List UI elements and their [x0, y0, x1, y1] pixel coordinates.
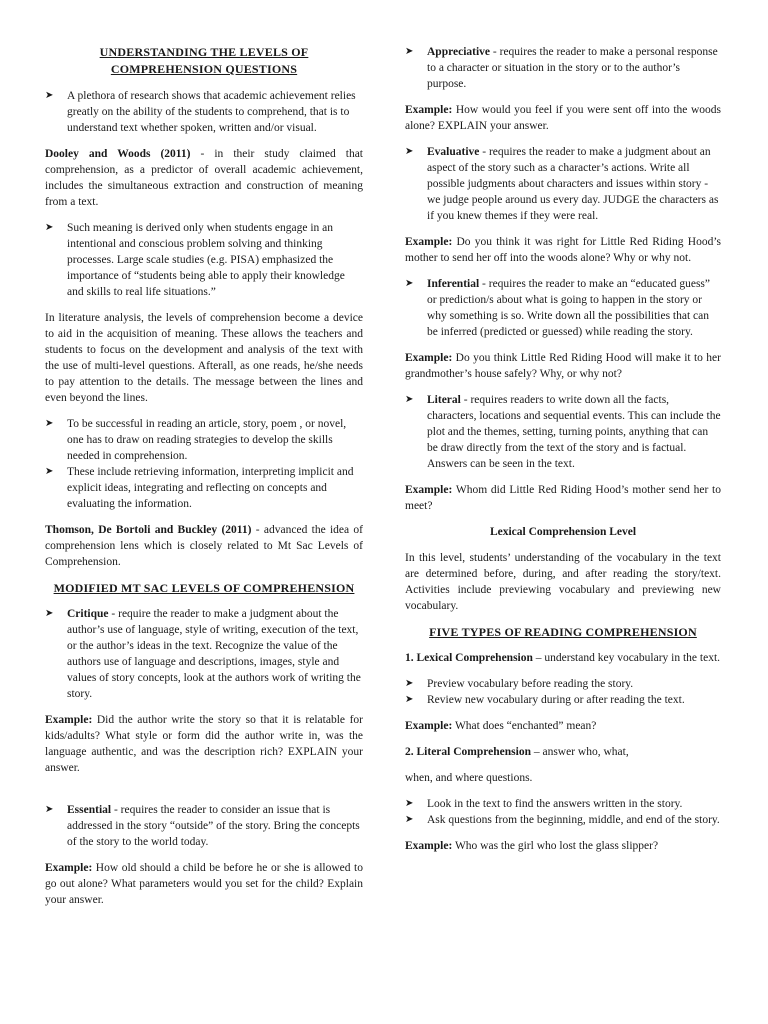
- example-text: Who was the girl who lost the glass slipper?: [452, 840, 659, 852]
- arrow-bullet-icon: ➤: [45, 608, 54, 619]
- bullet-text: Look in the text to find the answers written in the story.: [427, 798, 683, 810]
- appreciative-list: [405, 44, 721, 92]
- example-label: Example:: [405, 720, 453, 732]
- bullet-text: These include retrieving information, interpreting implicit and explicit ideas, integrating and reflecting on concepts and evaluating the information.: [67, 466, 354, 510]
- list-item: [405, 276, 721, 340]
- type-heading: [405, 650, 721, 666]
- meaning-bullet-text: Such meaning is derived only when students engage in an intentional and conscious problem solving and thinking processes. Large scale studies (e.g. PISA) emphasized the importance of “students being able to apply their knowledge and skills to real life situations.”: [67, 222, 345, 298]
- literal-list: [405, 392, 721, 472]
- arrow-bullet-icon: ➤: [405, 694, 414, 705]
- arrow-bullet-icon: ➤: [405, 814, 414, 825]
- example-text: Whom did Little Red Riding Hood’s mother send her to meet?: [405, 484, 721, 512]
- example-paragraph: [405, 718, 721, 734]
- inferential-list: [405, 276, 721, 340]
- citation: Thomson, De Bortoli and Buckley (2011): [45, 524, 252, 536]
- right-column: [405, 44, 721, 864]
- arrow-bullet-icon: ➤: [405, 146, 414, 157]
- list-item: [405, 144, 721, 224]
- type1-list: [405, 676, 721, 708]
- spacer: [45, 786, 363, 802]
- lexical-level-paragraph: In this level, students’ understanding of the vocabulary in the text are determined before, during, and after reading the story/text. Activities include previewing vocabulary and previewing new vocabulary.: [405, 552, 721, 612]
- paragraph-text: - advanced the idea of comprehension lens which is closely related to Mt Sac Levels of Comprehension.: [45, 524, 364, 568]
- example-label: Example:: [405, 352, 453, 364]
- list-item: [405, 692, 721, 708]
- bullet-text: Preview vocabulary before reading the story.: [427, 678, 634, 690]
- meaning-list: [45, 220, 363, 300]
- evaluative-list: [405, 144, 721, 224]
- example-label: Example:: [405, 104, 453, 116]
- example-text: How would you feel if you were sent off into the woods alone? EXPLAIN your answer.: [405, 104, 721, 132]
- example-label: Example:: [405, 236, 453, 248]
- level-term: Appreciative: [427, 46, 491, 58]
- level-description: - requires the reader to make a personal response to a character or situation in the story or to the author’s purpose.: [427, 46, 718, 90]
- arrow-bullet-icon: ➤: [405, 798, 414, 809]
- section-heading: FIVE TYPES OF READING COMPREHENSION: [429, 625, 697, 639]
- arrow-bullet-icon: ➤: [45, 418, 54, 429]
- intro-bullet-text: A plethora of research shows that academic achievement relies greatly on the ability of the students to comprehend, that is to understand text whether spoken, written and/or visual.: [67, 90, 356, 134]
- list-item: [45, 802, 363, 850]
- bullet-text: Ask questions from the beginning, middle, and end of the story.: [427, 814, 720, 826]
- arrow-bullet-icon: ➤: [405, 46, 414, 57]
- success-list: [45, 416, 363, 512]
- section-heading: Lexical Comprehension Level: [489, 526, 637, 538]
- type-description: – answer who, what,: [530, 746, 629, 758]
- example-paragraph: [405, 838, 721, 854]
- type-description: – understand key vocabulary in the text.: [532, 652, 721, 664]
- level-term: Critique: [67, 608, 109, 620]
- arrow-bullet-icon: ➤: [45, 804, 54, 815]
- essential-list: [45, 802, 363, 850]
- bullet-text: Review new vocabulary during or after reading the text.: [427, 694, 685, 706]
- level-description: - requires the reader to make a judgment about an aspect of the story such as a character’s actions. Write all possible judgments about characters and issues within story - we judge people around us every day. JUDGE the characters as if you knew themes if they were real.: [427, 146, 719, 222]
- level-term: Evaluative: [427, 146, 480, 158]
- section-heading: MODIFIED MT SAC LEVELS OF COMPREHENSION: [53, 581, 355, 595]
- arrow-bullet-icon: ➤: [45, 466, 54, 477]
- type-title: 2. Literal Comprehension: [405, 746, 531, 758]
- arrow-bullet-icon: ➤: [45, 90, 54, 101]
- example-label: Example:: [45, 862, 93, 874]
- example-paragraph: [405, 350, 721, 382]
- type-title: 1. Lexical Comprehension: [405, 652, 533, 664]
- type-heading: [405, 744, 721, 760]
- dooley-paragraph: [45, 146, 363, 210]
- example-label: Example:: [405, 484, 453, 496]
- example-text: What does “enchanted” mean?: [452, 720, 597, 732]
- critique-list: [45, 606, 363, 702]
- arrow-bullet-icon: ➤: [405, 278, 414, 289]
- citation: Dooley and Woods (2011): [45, 148, 191, 160]
- type-continuation: when, and where questions.: [405, 772, 533, 784]
- list-item: [45, 88, 363, 136]
- bullet-text: To be successful in reading an article, story, poem , or novel, one has to draw on reading strategies to develop the skills needed in comprehension.: [67, 418, 347, 462]
- example-paragraph: [45, 860, 363, 908]
- level-description: - requires the reader to consider an issue that is addressed in the story “outside” of the story. Bring the concepts of the story to the world today.: [67, 804, 360, 848]
- list-item: [405, 392, 721, 472]
- example-text: How old should a child be before he or she is allowed to go out alone? What parameters would you set for the child? Explain your answer.: [45, 862, 363, 906]
- level-description: - require the reader to make a judgment about the author’s use of language, style of writing, execution of the text, or the author’s ideas in the text. Recognize the value of the authors use of language and descriptions, images, style and values of story concepts, look at the authors work of writing the story.: [67, 608, 361, 700]
- paragraph-text: - in their study claimed that comprehension, as a predictor of overall academic achievement, includes the simultaneous extraction and construction of meaning from a text.: [45, 148, 363, 208]
- arrow-bullet-icon: ➤: [45, 222, 54, 233]
- level-term: Literal: [427, 394, 461, 406]
- arrow-bullet-icon: ➤: [405, 678, 414, 689]
- example-text: Do you think it was right for Little Red Riding Hood’s mother to send her off into the woods alone? Why or why not.: [405, 236, 721, 264]
- level-description: - requires the reader to make an “educated guess” or prediction/s about what is going to happen in the story or why something is so. Write down all the possibilities that can be inferred (predicted or guessed) while reading the story.: [427, 278, 711, 338]
- list-item: [45, 416, 363, 464]
- list-item: [45, 464, 363, 512]
- literature-paragraph: In literature analysis, the levels of comprehension become a device to aid in the acquisition of meaning. These allows the teachers and students to focus on the development and analysis of the text with the use of multi-level questions. Afterall, as one reads, he/she needs to pay attention to the details. The message between the lines and even beyond the lines.: [45, 312, 363, 404]
- list-item: [45, 606, 363, 702]
- level-term: Inferential: [427, 278, 480, 290]
- example-text: Did the author write the story so that it is relatable for kids/adults? What style or form did the author write in, was the language authentic, and was the description rich? EXPLAIN your answer.: [45, 714, 363, 774]
- thomson-paragraph: [45, 522, 363, 570]
- left-column: [45, 44, 363, 918]
- example-paragraph: [405, 234, 721, 266]
- example-paragraph: [405, 482, 721, 514]
- example-text: Do you think Little Red Riding Hood will make it to her grandmother’s house safely? Why, or why not?: [405, 352, 721, 380]
- list-item: [405, 44, 721, 92]
- list-item: [45, 220, 363, 300]
- level-term: Essential: [67, 804, 112, 816]
- arrow-bullet-icon: ➤: [405, 394, 414, 405]
- example-label: Example:: [45, 714, 93, 726]
- example-paragraph: [405, 102, 721, 134]
- list-item: [405, 796, 721, 812]
- example-label: Example:: [405, 840, 453, 852]
- level-description: - requires readers to write down all the facts, characters, locations and sequential events. This can include the plot and the themes, setting, turning points, anything that can be draw directly from the text of the story and is factual. Answers can be seen in the text.: [427, 394, 721, 470]
- list-item: [405, 812, 721, 828]
- example-paragraph: [45, 712, 363, 776]
- intro-list: [45, 88, 363, 136]
- list-item: [405, 676, 721, 692]
- type2-list: [405, 796, 721, 828]
- document-title: UNDERSTANDING THE LEVELS OF COMPREHENSION QUESTIONS: [99, 45, 309, 76]
